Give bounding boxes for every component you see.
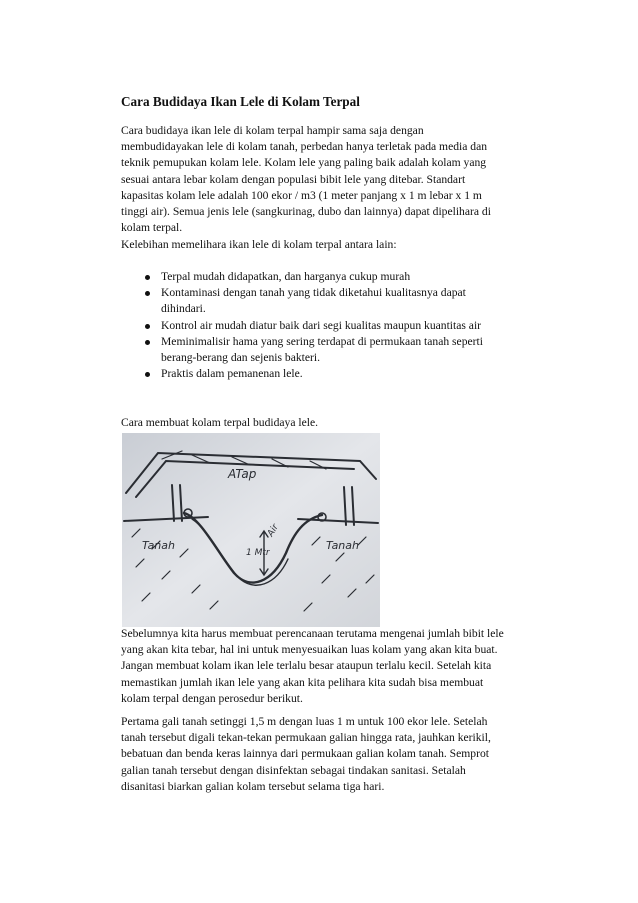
text-line: teknik pemupukan kolam lele. Kolam lele yang paling baik adalah kolam yang <box>121 156 487 170</box>
list-item: Kontaminasi dengan tanah yang tidak diketahui kualitasnya dapat dihindari. <box>121 285 483 317</box>
label-roof: ATap <box>228 467 257 481</box>
article-title: Cara Budidaya Ikan Lele di Kolam Terpal <box>121 94 360 109</box>
text-line: Jangan membuat kolam ikan lele terlalu besar ataupun terlalu kecil. Setelah kita <box>121 659 492 673</box>
list-item: Kontrol air mudah diatur baik dari segi kualitas maupun kuantitas air <box>121 318 483 334</box>
plan-paragraph <box>121 626 504 707</box>
list-item: Praktis dalam pemanenan lele. <box>121 366 483 382</box>
label-water-depth: 1 Mtr <box>246 548 270 558</box>
first-step-paragraph <box>121 714 491 795</box>
text-line: kolam terpal. <box>121 221 183 235</box>
intro-paragraph <box>121 123 491 236</box>
paper-background <box>122 433 380 627</box>
text-line: kolam terpal dengan perosedur berikut. <box>121 691 303 705</box>
text-line: tanah tersebut digali tekan-tekan permukaan galian hingga rata, jauhkan kerikil, <box>121 731 491 745</box>
list-item: Terpal mudah didapatkan, dan harganya cukup murah <box>121 269 483 285</box>
text-line: Cara budidaya ikan lele di kolam terpal hampir sama saja dengan <box>121 124 424 137</box>
text-line: Pertama gali tanah setinggi 1,5 m dengan luas 1 m untuk 100 ekor lele. Setelah <box>121 715 488 728</box>
text-line: Sebelumnya kita harus membuat perencanaan terutama mengenai jumlah bibit lele <box>121 627 504 640</box>
text-line: galian tanah tersebut dengan disinfektan sebagai tindakan sanitasi. Setalah <box>121 763 466 777</box>
text-line: kapasitas kolam lele adalah 100 ekor / m3 (1 meter panjang x 1 m lebar x 1 m <box>121 188 482 202</box>
text-line: yang akan kita tebar, hal ini untuk menyesuaikan luas kolam yang akan kita buat. <box>121 643 498 657</box>
text-line: membudidayakan lele di kolam tanah, perbedan hanya terletak pada media dan <box>121 140 488 154</box>
label-ground-left: Tanah <box>142 539 175 552</box>
text-line: bebatuan dan benda keras lainnya dari permukaan galian kolam tanah. Semprot <box>121 747 489 761</box>
advantages-list <box>121 269 483 382</box>
text-line: tinggi air). Semua jenis lele (sangkurinag, dubo dan lainnya) dapat dipelihara di <box>121 205 491 219</box>
section-heading: Cara membuat kolam terpal budidaya lele. <box>121 416 319 429</box>
list-item: Meminimalisir hama yang sering terdapat di permukaan tanah seperti berang-berang dan sejenis bakteri. <box>121 334 483 366</box>
advantages-heading: Kelebihan memelihara ikan lele di kolam terpal antara lain: <box>121 238 397 251</box>
text-line: disanitasi biarkan galian kolam tersebut selama tiga hari. <box>121 779 385 793</box>
text-line: memastikan jumlah ikan lele yang akan kita pelihara kita sudah bisa membuat <box>121 675 484 689</box>
pond-sketch-photo <box>122 433 380 627</box>
text-line: sesuai antara lebar kolam dengan populasi bibit lele yang ditebar. Standart <box>121 172 466 186</box>
label-water: Air <box>265 522 281 539</box>
label-ground-right: Tanah <box>326 539 359 552</box>
